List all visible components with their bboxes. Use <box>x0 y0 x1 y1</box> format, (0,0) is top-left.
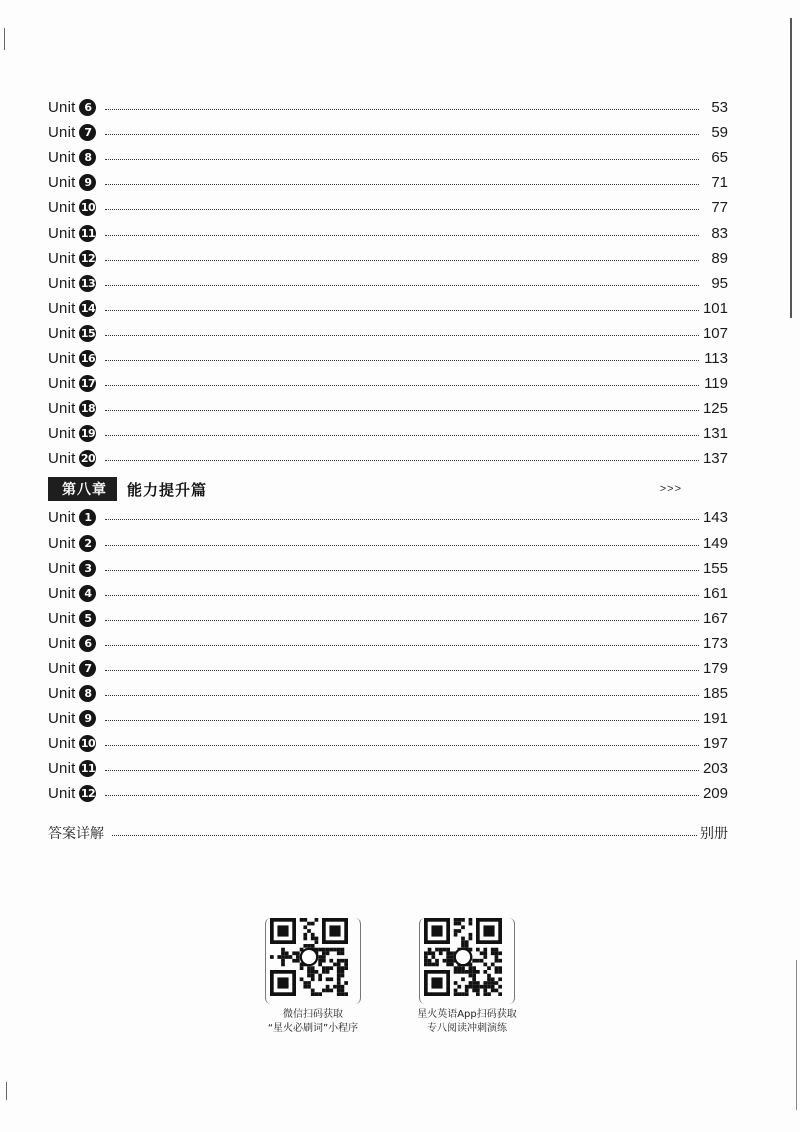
toc-row[interactable] <box>48 631 728 656</box>
dot-leader <box>105 595 699 596</box>
unit-number-badge: 11 <box>80 762 96 776</box>
dot-leader <box>105 209 699 210</box>
unit-label: Unit <box>48 174 76 192</box>
toc-row[interactable] <box>48 606 728 631</box>
unit-label: Unit <box>48 509 76 527</box>
unit-label: Unit <box>48 299 76 317</box>
dot-leader <box>105 795 699 796</box>
page-number: 173 <box>702 634 728 652</box>
toc-row[interactable] <box>48 421 728 446</box>
unit-label: Unit <box>48 660 76 678</box>
unit-number-badge: 16 <box>80 351 96 365</box>
qr-block-wechat <box>238 918 388 1036</box>
dot-leader <box>105 134 699 135</box>
dot-leader <box>105 159 699 160</box>
toc-unit-list <box>48 95 728 471</box>
unit-number-badge: 9 <box>79 710 96 727</box>
toc-row[interactable] <box>48 706 728 731</box>
toc-row[interactable] <box>48 781 728 806</box>
unit-number-badge: 15 <box>80 326 96 340</box>
unit-label: Unit <box>48 425 76 443</box>
dot-leader <box>105 720 699 721</box>
dot-leader <box>105 770 699 771</box>
chapter-title: 能力提升篇 <box>127 480 208 499</box>
unit-number-badge: 4 <box>79 585 96 602</box>
page-number: 131 <box>702 425 728 443</box>
unit-label: Unit <box>48 349 76 367</box>
page-number: 197 <box>702 735 728 753</box>
unit-number-badge: 9 <box>79 174 96 191</box>
unit-number-badge: 3 <box>79 560 96 577</box>
page-number: 113 <box>704 349 728 367</box>
page-number: 53 <box>711 99 728 117</box>
unit-label: Unit <box>48 324 76 342</box>
toc-row[interactable] <box>48 95 728 120</box>
toc-row[interactable] <box>48 681 728 706</box>
unit-label: Unit <box>48 685 76 703</box>
chapter-arrows: >>> <box>659 483 682 496</box>
toc-row[interactable] <box>48 531 728 556</box>
unit-number-badge: 12 <box>80 251 96 265</box>
page-number: 203 <box>702 760 728 778</box>
page-number: 95 <box>711 274 728 292</box>
unit-number-badge: 17 <box>80 377 96 391</box>
unit-number-badge: 6 <box>79 99 96 116</box>
qr-code-icon <box>265 918 361 1004</box>
page-number: 83 <box>711 224 728 242</box>
page-number: 59 <box>711 124 728 142</box>
dot-leader <box>105 620 699 621</box>
unit-number-badge: 19 <box>80 427 96 441</box>
page-number: 89 <box>711 249 728 267</box>
unit-label: Unit <box>48 249 76 267</box>
toc-row[interactable] <box>48 656 728 681</box>
unit-number-badge: 18 <box>80 402 96 416</box>
scan-edge-line <box>6 1082 7 1100</box>
chapter-heading <box>48 477 728 501</box>
unit-label: Unit <box>48 149 76 167</box>
unit-number-badge: 7 <box>79 124 96 141</box>
toc-row[interactable] <box>48 346 728 371</box>
page-number: 209 <box>702 785 728 803</box>
dot-leader <box>105 645 699 646</box>
dot-leader <box>105 519 699 520</box>
toc-row[interactable] <box>48 505 728 530</box>
toc-row[interactable] <box>48 220 728 245</box>
unit-label: Unit <box>48 199 76 217</box>
dot-leader <box>105 335 699 336</box>
page-number: 185 <box>702 685 728 703</box>
page-number: 191 <box>702 710 728 728</box>
dot-leader <box>105 435 699 436</box>
unit-number-badge: 10 <box>80 737 96 751</box>
dot-leader <box>105 360 699 361</box>
unit-number-badge: 6 <box>79 635 96 652</box>
toc-row[interactable] <box>48 556 728 581</box>
page-number: 179 <box>702 660 728 678</box>
unit-label: Unit <box>48 710 76 728</box>
scan-edge-line <box>790 18 792 318</box>
page-number: 161 <box>702 584 728 602</box>
toc-chapter-unit-list <box>48 505 728 806</box>
page-number: 65 <box>711 149 728 167</box>
dot-leader <box>105 310 699 311</box>
dot-leader <box>112 835 697 836</box>
unit-label: Unit <box>48 534 76 552</box>
unit-label: Unit <box>48 584 76 602</box>
toc-row[interactable] <box>48 396 728 421</box>
page-number: 143 <box>702 509 728 527</box>
qr-caption-line1: 星火英语App扫码获取 <box>417 1009 517 1020</box>
toc-row[interactable] <box>48 731 728 756</box>
page-number: 71 <box>711 174 728 192</box>
dot-leader <box>105 545 699 546</box>
unit-label: Unit <box>48 450 76 468</box>
unit-number-badge: 8 <box>79 685 96 702</box>
toc-row[interactable] <box>48 246 728 271</box>
qr-block-app <box>392 918 542 1036</box>
dot-leader <box>105 184 699 185</box>
unit-number-badge: 2 <box>79 535 96 552</box>
dot-leader <box>105 745 699 746</box>
unit-label: Unit <box>48 785 76 803</box>
unit-number-badge: 7 <box>79 660 96 677</box>
dot-leader <box>105 570 699 571</box>
unit-number-badge: 20 <box>80 452 96 466</box>
unit-number-badge: 11 <box>80 226 96 240</box>
dot-leader <box>105 260 699 261</box>
toc-row-answers[interactable] <box>48 821 728 846</box>
unit-label: Unit <box>48 99 76 117</box>
page-number: 167 <box>702 609 728 627</box>
answers-page: 别册 <box>700 826 728 843</box>
unit-label: Unit <box>48 735 76 753</box>
page-number: 155 <box>702 559 728 577</box>
dot-leader <box>105 410 699 411</box>
answers-label: 答案详解 <box>48 826 104 843</box>
page-number: 101 <box>702 299 728 317</box>
toc-row[interactable] <box>48 581 728 606</box>
dot-leader <box>105 285 699 286</box>
unit-label: Unit <box>48 634 76 652</box>
dot-leader <box>105 235 699 236</box>
page-number: 149 <box>702 534 728 552</box>
unit-label: Unit <box>48 375 76 393</box>
toc-row[interactable] <box>48 170 728 195</box>
scan-edge-line <box>4 28 5 50</box>
unit-number-badge: 14 <box>80 301 96 315</box>
unit-number-badge: 13 <box>80 276 96 290</box>
unit-number-badge: 10 <box>80 201 96 215</box>
toc-row[interactable] <box>48 296 728 321</box>
toc-row[interactable] <box>48 446 728 471</box>
toc-row[interactable] <box>48 321 728 346</box>
unit-label: Unit <box>48 400 76 418</box>
dot-leader <box>105 670 699 671</box>
unit-label: Unit <box>48 274 76 292</box>
toc-row[interactable] <box>48 271 728 296</box>
unit-number-badge: 1 <box>79 509 96 526</box>
page-number: 119 <box>704 375 728 393</box>
qr-caption-line2: 专八阅读冲刺演练 <box>427 1023 507 1034</box>
qr-caption-line1: 微信扫码获取 <box>283 1009 343 1020</box>
dot-leader <box>105 695 699 696</box>
unit-label: Unit <box>48 124 76 142</box>
unit-label: Unit <box>48 559 76 577</box>
table-of-contents <box>48 95 728 846</box>
unit-number-badge: 8 <box>79 149 96 166</box>
unit-number-badge: 5 <box>79 610 96 627</box>
unit-number-badge: 12 <box>80 787 96 801</box>
chapter-tag: 第八章 <box>48 477 117 501</box>
unit-label: Unit <box>48 224 76 242</box>
page-number: 125 <box>702 400 728 418</box>
dot-leader <box>105 109 699 110</box>
qr-code-icon <box>419 918 515 1004</box>
toc-row[interactable] <box>48 195 728 220</box>
page-number: 77 <box>711 199 728 217</box>
unit-label: Unit <box>48 609 76 627</box>
toc-row[interactable] <box>48 145 728 170</box>
toc-row[interactable] <box>48 756 728 781</box>
dot-leader <box>105 385 699 386</box>
unit-label: Unit <box>48 760 76 778</box>
scan-edge-line <box>796 960 797 1110</box>
page-number: 137 <box>702 450 728 468</box>
toc-row[interactable] <box>48 120 728 145</box>
dot-leader <box>105 460 699 461</box>
qr-caption-line2: “星火必刷词”小程序 <box>267 1023 359 1034</box>
page-number: 107 <box>702 324 728 342</box>
toc-row[interactable] <box>48 371 728 396</box>
